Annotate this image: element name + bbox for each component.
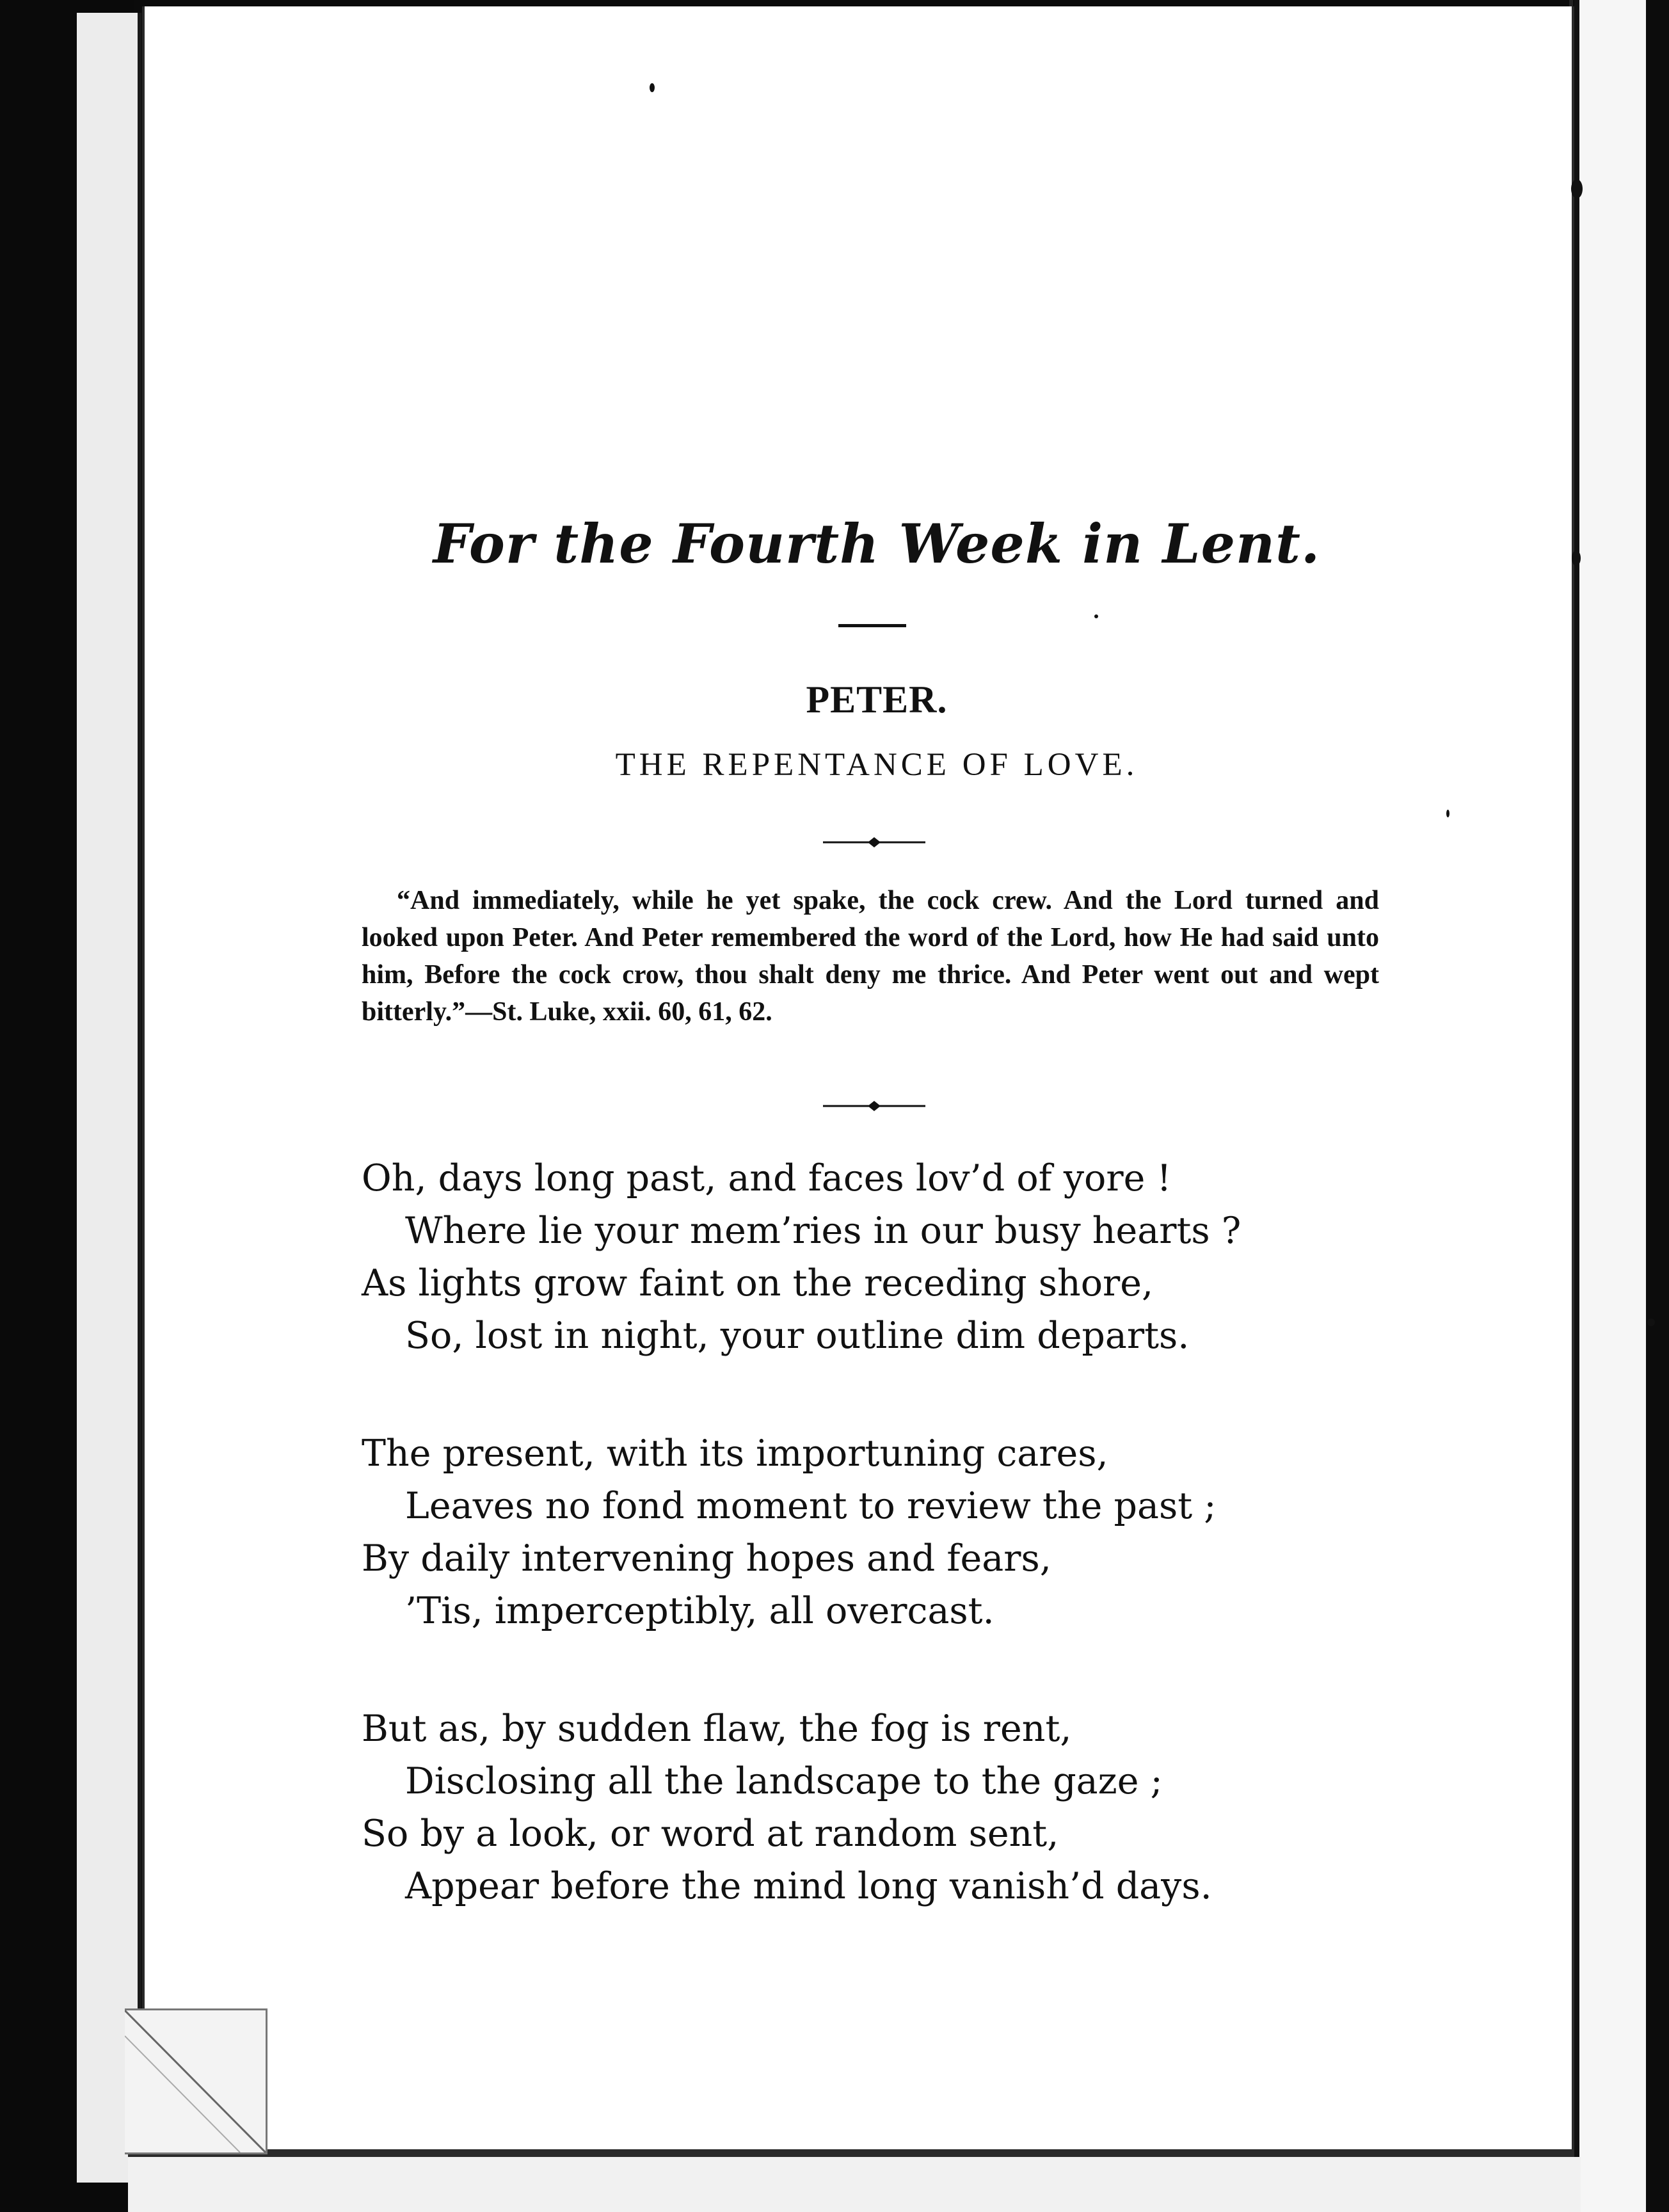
page-heading: For the Fourth Week in Lent. — [433, 512, 1321, 575]
scan-speck — [1446, 810, 1449, 817]
page-corner-tab — [125, 2008, 268, 2154]
right-scan-border — [1646, 0, 1669, 2212]
diamond-rule-ornament — [823, 836, 925, 849]
left-page-paper-strip — [77, 13, 141, 2183]
stanza — [362, 1152, 1449, 1362]
stanza — [362, 1703, 1449, 1912]
scan-speck — [650, 83, 655, 92]
scan-speck — [1572, 550, 1581, 566]
bottom-page-strip — [128, 2157, 1581, 2212]
poem-line: ’Tis, imperceptibly, all overcast. — [405, 1590, 994, 1632]
poem-line: Oh, days long past, and faces lov’d of yore ! — [362, 1157, 1172, 1199]
poem-line: So by a look, or word at random sent, — [362, 1813, 1059, 1855]
poem-line: Disclosing all the landscape to the gaze ; — [405, 1760, 1163, 1802]
poem-line: By daily intervening hopes and fears, — [362, 1537, 1051, 1580]
poem-title: PETER. — [806, 678, 948, 721]
poem-line: Leaves no fond moment to review the past ; — [405, 1485, 1217, 1527]
scripture-epigraph: “And immediately, while he yet spake, the cock crew. And the Lord turned and looked upon Peter. And Peter remembered the word of the Lord, how He had said unto him, Before the cock crow, thou shalt deny me thrice. And Peter went out and wept bitterly.”—St. Luke, xxii. 60, 61, 62. — [362, 886, 1379, 1027]
scan-speck — [1571, 179, 1583, 198]
page-bottom-edge — [128, 2149, 1574, 2157]
poem-line: So, lost in night, your outline dim departs. — [405, 1315, 1190, 1357]
poem-line: Appear before the mind long vanish’d days. — [405, 1865, 1212, 1907]
heading-rule — [838, 624, 906, 627]
poem-line: As lights grow faint on the receding shore, — [362, 1262, 1154, 1304]
poem-line: Where lie your mem’ries in our busy hearts ? — [405, 1210, 1242, 1252]
scan-speck — [1647, 1318, 1655, 1326]
poem-body — [362, 1152, 1449, 1978]
corner-fold-lines — [125, 2010, 266, 2152]
poem-line: The present, with its importuning cares, — [362, 1432, 1108, 1475]
diamond-rule-ornament — [823, 1100, 925, 1112]
stanza — [362, 1427, 1449, 1637]
poem-subtitle: THE REPENTANCE OF LOVE. — [615, 747, 1138, 783]
scan-speck — [1094, 614, 1098, 618]
poem-line: But as, by sudden flaw, the fog is rent, — [362, 1708, 1072, 1750]
